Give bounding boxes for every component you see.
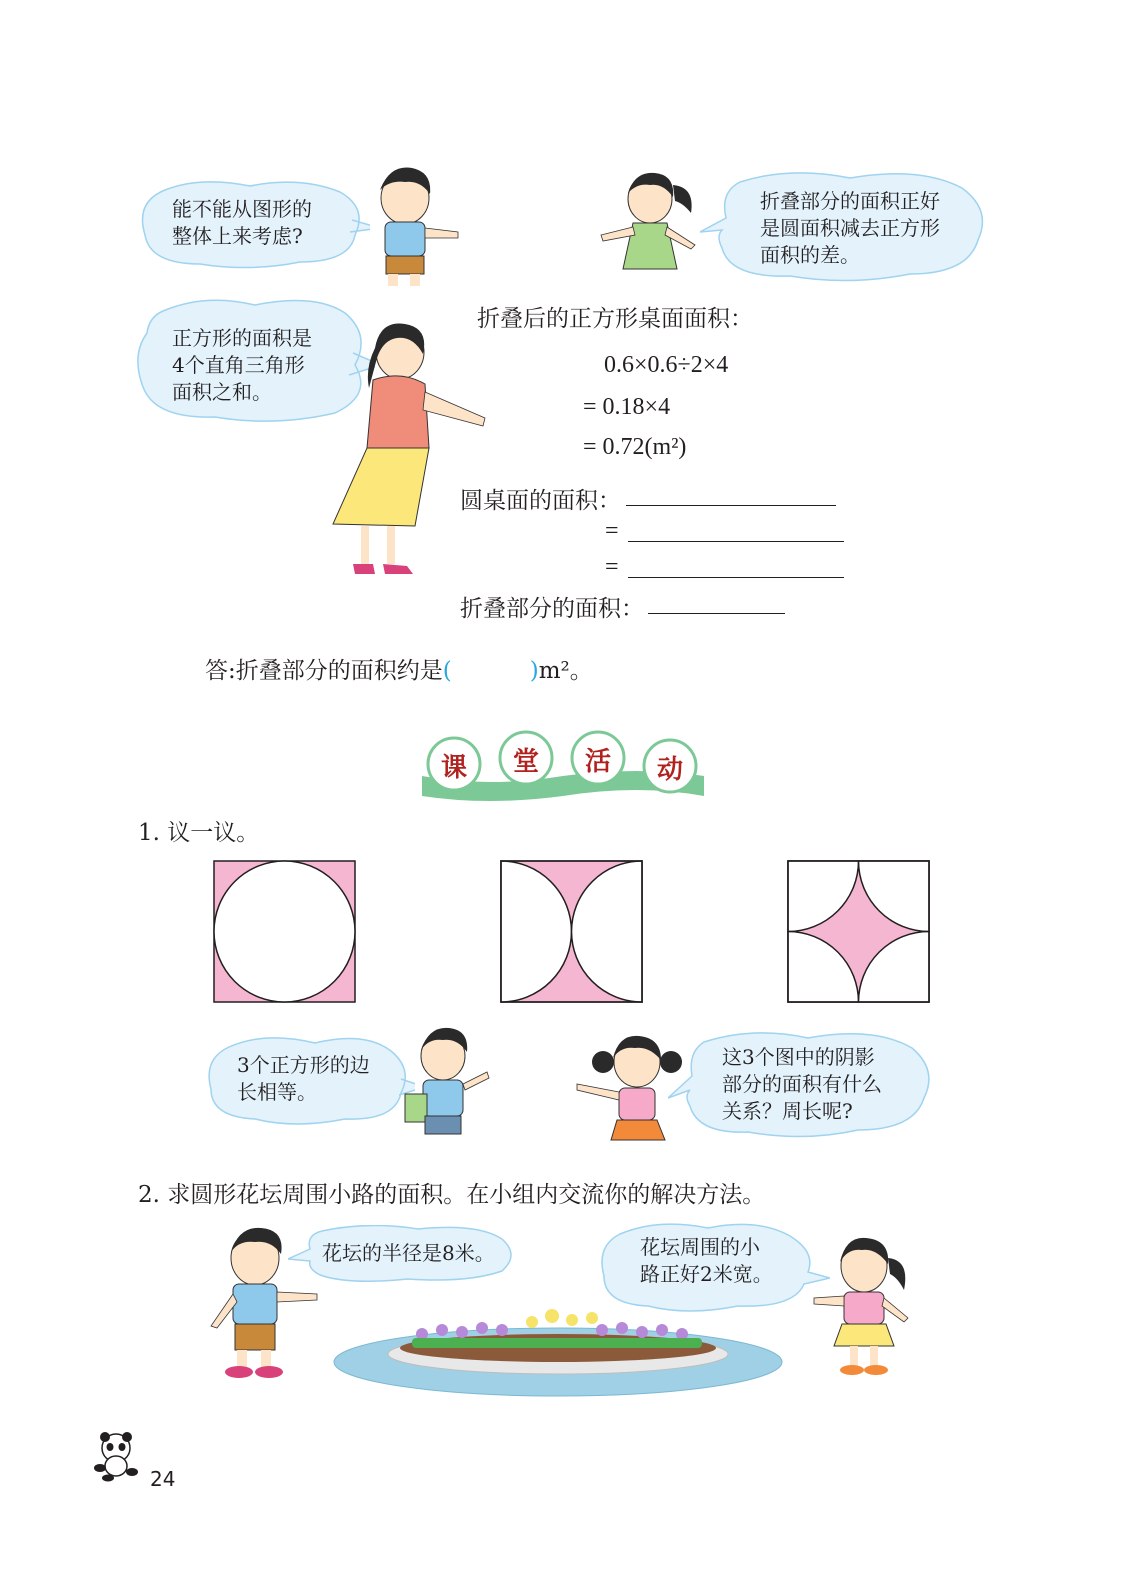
formula-line-2: = 0.18×4 <box>583 394 671 420</box>
bubble-text-4: 3个正方形的边 长相等。 <box>237 1053 370 1104</box>
circle-area-blank-3[interactable] <box>628 577 844 578</box>
answer-open-paren: ( <box>442 658 452 684</box>
solution-heading: 折叠后的正方形桌面面积： <box>477 306 753 332</box>
bubble-text-6: 花坛的半径是8米。 <box>322 1241 495 1265</box>
task-2-heading: 2. 求圆形花坛周围小路的面积。在小组内交流你的解决方法。 <box>138 1182 766 1208</box>
formula-line-1: 0.6×0.6÷2×4 <box>604 352 729 378</box>
bubble-text-5: 这3个图中的阴影 部分的面积有什么 关系？周长呢? <box>722 1045 882 1123</box>
activity-char-3: 活 <box>585 747 612 777</box>
formula-line-3: = 0.72(m²) <box>583 434 687 460</box>
page-number: 24 <box>150 1467 176 1491</box>
answer-close-paren: ) <box>529 658 539 684</box>
figure-inscribed-circle <box>213 860 356 1003</box>
circle-area-blank[interactable] <box>626 505 836 506</box>
circle-area-label: 圆桌面的面积： <box>460 488 621 514</box>
bubble-text-7: 花坛周围的小 路正好2米宽。 <box>640 1235 773 1286</box>
panda-icon <box>92 1430 142 1482</box>
bubble-text-3: 正方形的面积是 4个直角三角形 面积之和。 <box>172 326 312 404</box>
answer-line <box>205 652 593 685</box>
boy-with-books-illustration <box>395 1022 495 1142</box>
equals-sign-2: = <box>605 554 619 580</box>
answer-suffix: m²。 <box>538 658 593 684</box>
boy-pointing-illustration <box>350 160 470 290</box>
answer-prefix: 答:折叠部分的面积约是 <box>205 658 443 684</box>
activity-char-4: 动 <box>657 755 684 785</box>
girl-gesturing-illustration <box>595 165 710 280</box>
girl-pointing-left-illustration <box>812 1230 917 1380</box>
equals-sign-1: = <box>605 518 619 544</box>
fold-area-blank[interactable] <box>648 613 785 614</box>
task-1-heading: 1. 议一议。 <box>138 820 260 846</box>
teacher-illustration <box>325 318 500 583</box>
bubble-text-1: 能不能从图形的 整体上来考虑? <box>172 197 312 248</box>
fold-area-label: 折叠部分的面积： <box>460 596 644 622</box>
activity-char-1: 课 <box>441 753 468 783</box>
figure-two-semicircles <box>500 860 643 1003</box>
bubble-text-2: 折叠部分的面积正好 是圆面积减去正方形 面积的差。 <box>760 189 940 267</box>
circle-area-blank-2[interactable] <box>628 541 844 542</box>
flower-bed-illustration <box>332 1300 784 1400</box>
figure-four-quarter-circles <box>787 860 930 1003</box>
activity-char-2: 堂 <box>513 747 540 777</box>
